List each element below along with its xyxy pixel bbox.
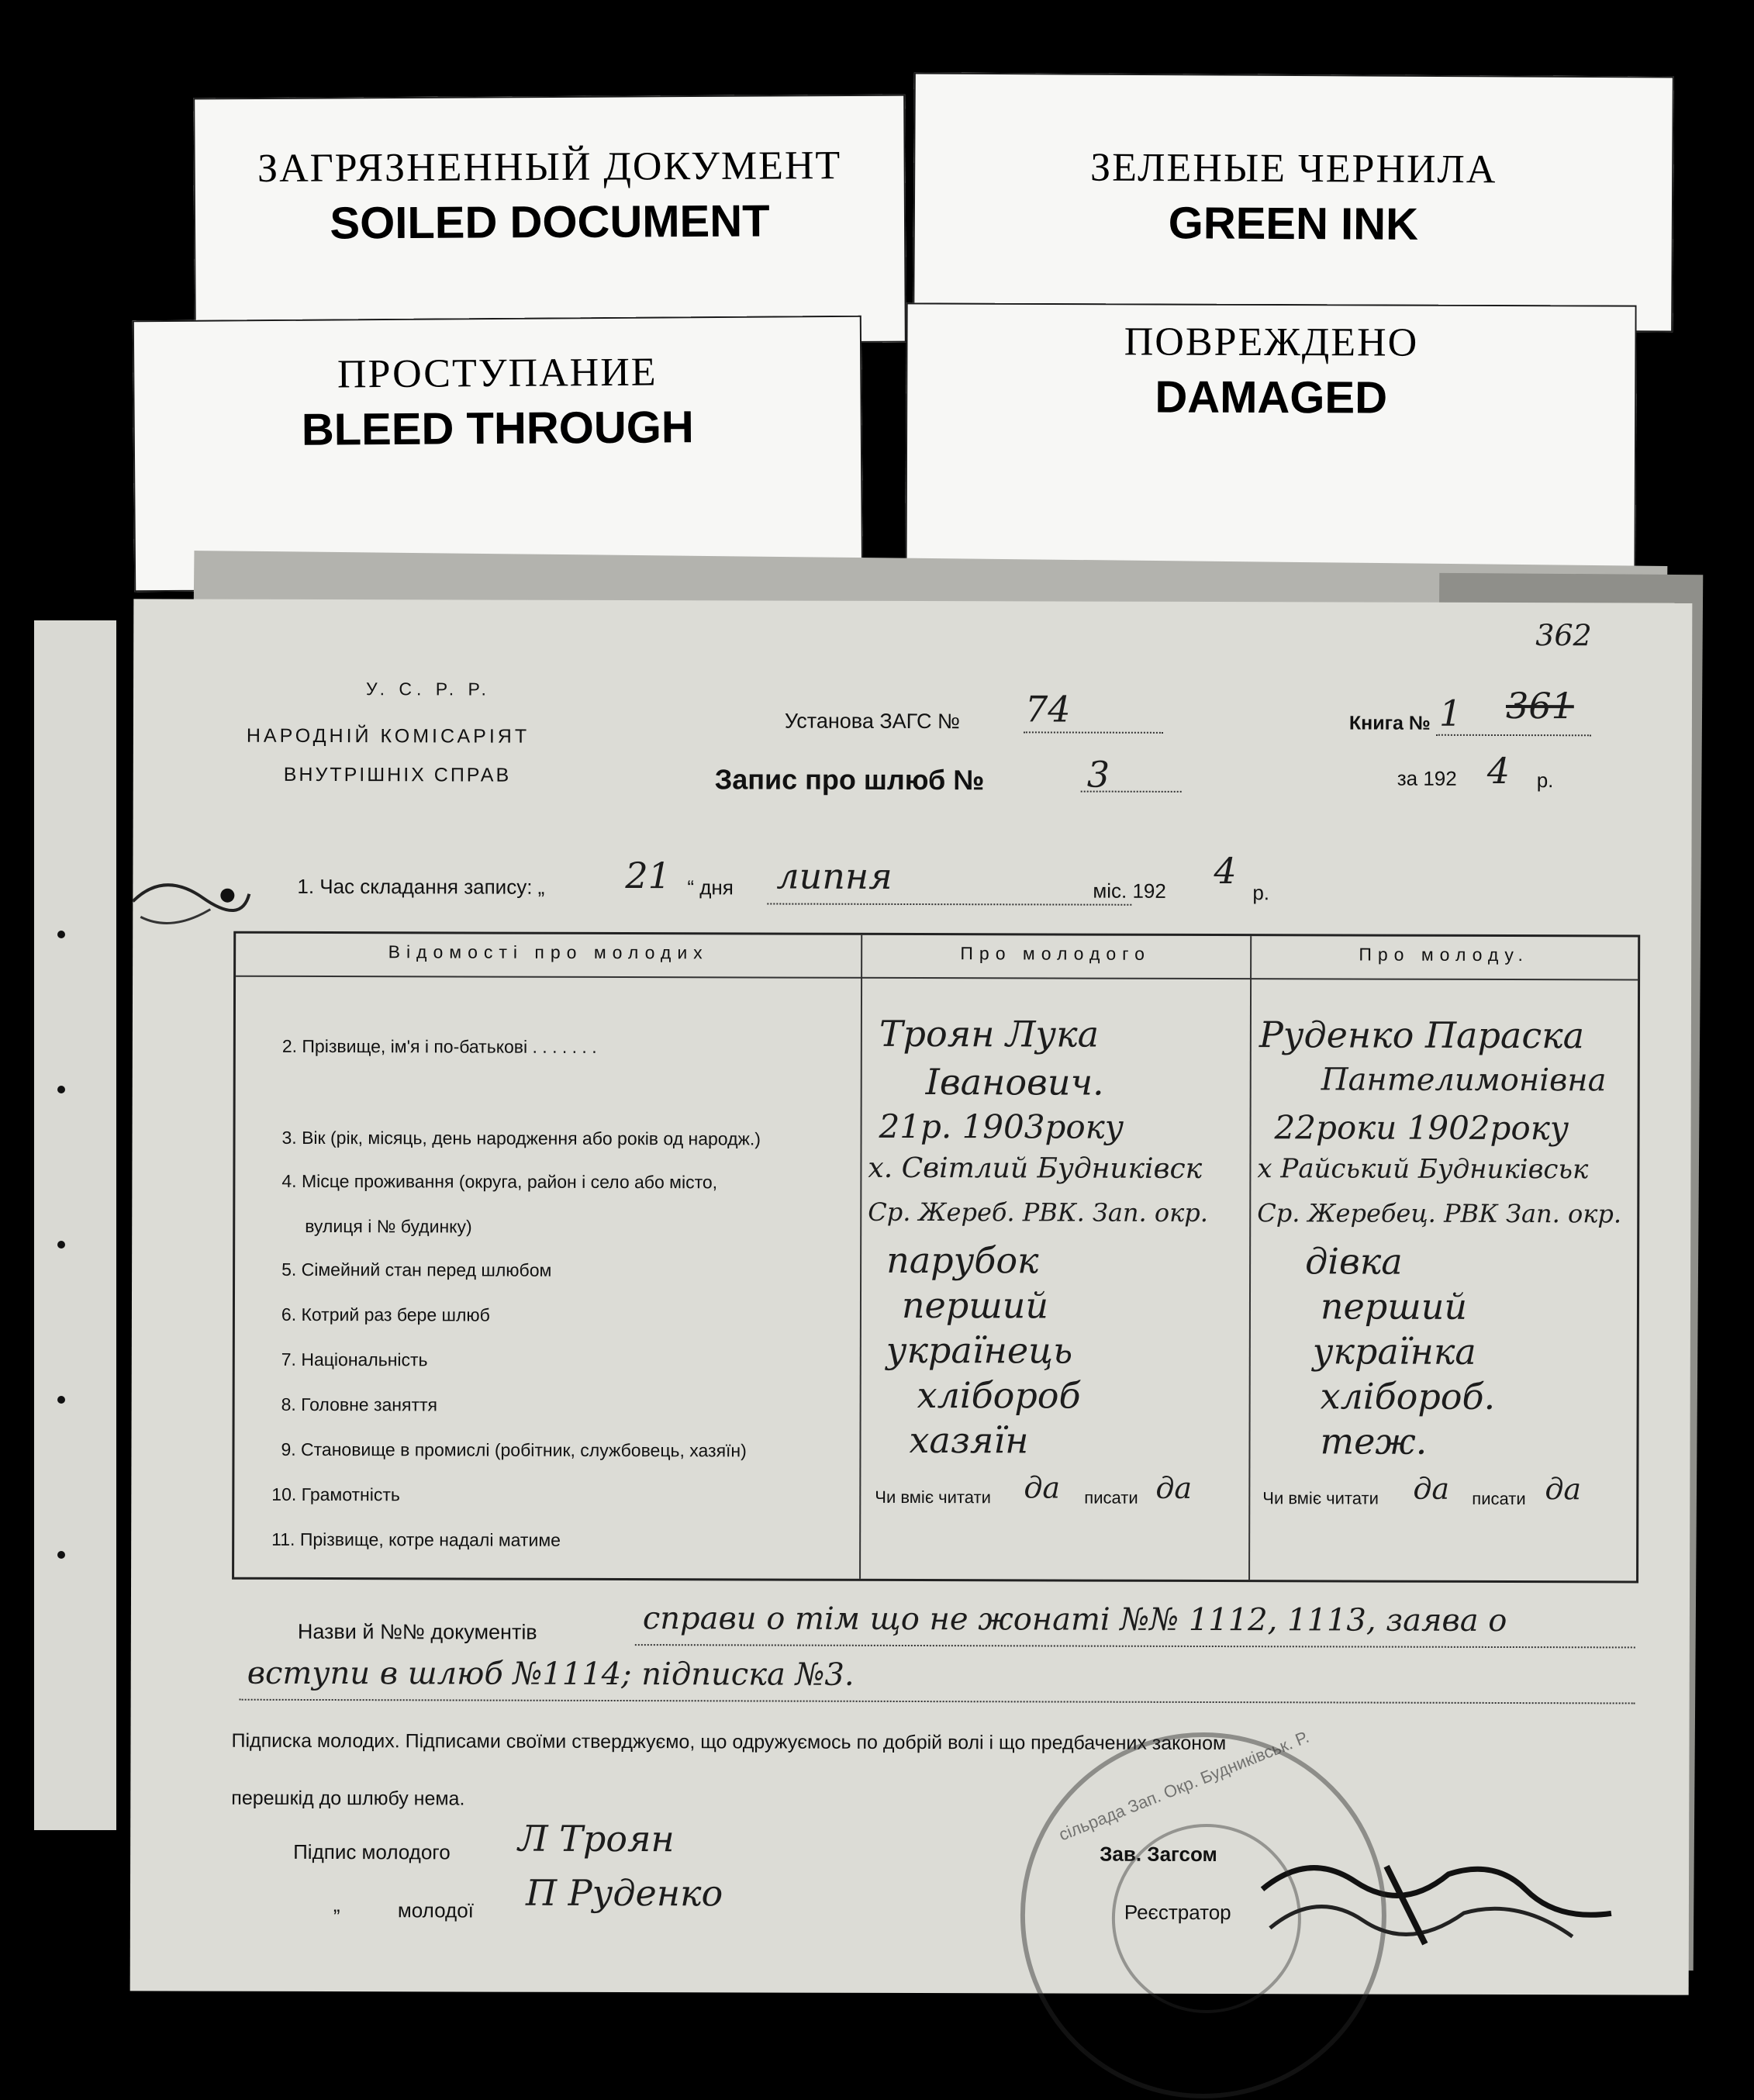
table-divider [859, 935, 862, 1579]
label-soiled-document [193, 95, 906, 347]
binding-spine [34, 620, 116, 1830]
documents-label: Назви й №№ документів [297, 1619, 537, 1644]
bride-position: теж. [1320, 1420, 1428, 1463]
label-bleed-en: BLEED THROUGH [301, 402, 694, 455]
col-bride-header: Про молоду. [1359, 944, 1529, 965]
year-label: за 192 [1397, 766, 1457, 790]
groom-signature-label: Підпис молодого [293, 1839, 451, 1864]
groom-street: Ср. Жереб. РВК. Зап. окр. [868, 1197, 1208, 1228]
year-suffix: р. [1536, 769, 1554, 793]
label-bleed-ru: ПРОСТУПАНИЕ [337, 350, 658, 397]
row-label-future-surname: 11. Прізвище, котре надалі матиме [271, 1528, 561, 1550]
row-label-name: 2. Прізвище, ім'я і по-батькові . . . . . . . [281, 1035, 597, 1057]
row-label-marital: 5. Сімейний стан перед шлюбом [281, 1259, 552, 1280]
row-label-position: 9. Становище в промислі (робітник, службовець, хазяїн) [281, 1439, 747, 1461]
bride-read-label: Чи вміє читати [1262, 1488, 1379, 1508]
institution-number: 74 [1024, 688, 1071, 731]
line1-month-label: міс. 192 [1093, 879, 1166, 903]
label-soiled-en: SOILED DOCUMENT [330, 195, 770, 249]
groom-occupation: хлібороб [917, 1374, 1081, 1417]
groom-position: хазяїн [909, 1418, 1029, 1462]
record-table [232, 931, 1640, 1584]
corner-page-number: 362 [1535, 618, 1592, 653]
documents-underline-1 [635, 1644, 1635, 1648]
registrar-label: Реєстратор [1124, 1900, 1231, 1925]
bride-marriage-count: перший [1320, 1285, 1468, 1328]
line1-month: липня [776, 855, 893, 897]
bride-signature-label: молодої [397, 1898, 474, 1922]
documents-line1: справи о тім що не жонаті №№ 1112, 1113, заява о [642, 1601, 1507, 1639]
groom-write: да [1155, 1470, 1193, 1505]
stamp-inner-ring [1112, 1824, 1302, 2014]
bride-age: 22роки 1902року [1274, 1108, 1569, 1148]
bride-street: Ср. Жеребец. РВК Зап. окр. [1257, 1198, 1622, 1229]
row-label-nationality: 7. Національність [281, 1349, 428, 1370]
label-damaged [905, 302, 1636, 599]
groom-read-label: Чи вміє читати [875, 1487, 991, 1508]
book-number: 1 [1438, 692, 1462, 734]
binding-hole [57, 1551, 65, 1559]
groom-read: да [1024, 1470, 1061, 1505]
binding-hole [57, 1086, 65, 1093]
institution-label: Установа ЗАГС № [784, 709, 961, 734]
official-stamp [1020, 1726, 1386, 2098]
bride-write-label: писати [1472, 1488, 1526, 1509]
record-title: Запис про шлюб № [714, 763, 985, 796]
binding-hole [57, 1241, 65, 1249]
groom-residence: х. Світлий Будниківск [868, 1152, 1203, 1185]
row-label-occupation: 8. Головне заняття [281, 1394, 438, 1415]
book-underline [1436, 734, 1591, 737]
row-label-literacy: 10. Грамотність [271, 1483, 400, 1505]
declaration-line1: Підписка молодих. Підписами своїми стверджуємо, що одружуємось по добрій волі і що предбачених законом [231, 1729, 1227, 1755]
row-label-age: 3. Вік (рік, місяць, день народження або років од народж.) [281, 1127, 761, 1149]
institution-underline [1024, 731, 1163, 733]
label-soiled-ru: ЗАГРЯЗНЕННЫЙ ДОКУМЕНТ [257, 143, 842, 191]
book-label: Книга № [1348, 712, 1431, 734]
groom-signature: Л Троян [518, 1817, 675, 1860]
row-label-residence: 4. Місце проживання (округа, район і село або місто, [281, 1170, 718, 1193]
groom-age: 21р. 1903року [879, 1107, 1124, 1146]
bride-name: Руденко Параска [1259, 1014, 1585, 1057]
bride-read: да [1413, 1471, 1450, 1506]
label-damaged-en: DAMAGED [1155, 371, 1388, 423]
bride-marital: дівка [1305, 1240, 1403, 1283]
line1-day: 21 [625, 855, 672, 897]
header-commissariat: НАРОДНІЙ КОМІСАРІЯТ [246, 724, 530, 748]
record-number: 3 [1086, 753, 1110, 796]
marriage-record-page [130, 599, 1693, 1995]
row-label-street: вулиця і № будинку) [305, 1215, 472, 1237]
label-green-ink [913, 72, 1674, 332]
col-info-header: Відомості про молодих [388, 941, 709, 963]
bride-residence: х Райський Будниківськ [1257, 1153, 1589, 1186]
line1-day-suffix: “ дня [687, 876, 734, 900]
documents-underline-2 [240, 1699, 1635, 1705]
col-groom-header: Про молодого [960, 943, 1151, 964]
table-divider [1248, 936, 1252, 1580]
header-internal-affairs: ВНУТРІШНІХ СПРАВ [283, 763, 512, 786]
documents-line2: вступи в шлюб №1114; підписка №3. [247, 1655, 855, 1693]
groom-name: Троян Лука [879, 1012, 1100, 1055]
line1-year-digit: 4 [1214, 850, 1237, 893]
declaration-line2: перешкід до шлюбу нема. [231, 1787, 465, 1810]
bride-nationality: українка [1312, 1330, 1476, 1373]
groom-write-label: писати [1084, 1487, 1138, 1508]
bride-signature: П Руденко [525, 1871, 723, 1915]
bride-signature-prefix: „ [333, 1893, 340, 1917]
year-digit: 4 [1486, 749, 1511, 793]
row-label-marriage-count: 6. Котрий раз бере шлюб [281, 1304, 490, 1325]
groom-marital: парубок [886, 1238, 1039, 1282]
stamp-text: сільрада Зап. Окр. Будниківськ. Р. [1055, 1726, 1312, 1845]
book-crossed-number: 361 [1505, 685, 1574, 727]
bride-patronymic: Пантелимонівна [1321, 1062, 1607, 1099]
bride-write: да [1545, 1472, 1582, 1507]
table-header-line [236, 976, 1638, 981]
groom-marriage-count: перший [901, 1283, 1049, 1327]
label-damaged-ru: ПОВРЕЖДЕНО [1124, 319, 1419, 365]
header-ussr: У. С. Р. Р. [366, 679, 491, 699]
binding-hole [57, 1396, 65, 1404]
line1-month-underline [767, 903, 1131, 906]
groom-nationality: українець [886, 1328, 1073, 1372]
line1-suffix: р. [1252, 881, 1270, 905]
label-green-en: GREEN INK [1168, 198, 1419, 250]
bride-occupation: хлібороб. [1320, 1375, 1496, 1418]
head-registry-label: Зав. Загсом [1100, 1842, 1217, 1867]
record-number-underline [1081, 791, 1182, 793]
groom-patronymic: Іванович. [925, 1061, 1104, 1104]
line1-label: 1. Час складання запису: „ [297, 874, 545, 899]
binding-hole [57, 931, 65, 938]
label-green-ru: ЗЕЛЕНЫЕ ЧЕРНИЛА [1089, 145, 1497, 192]
